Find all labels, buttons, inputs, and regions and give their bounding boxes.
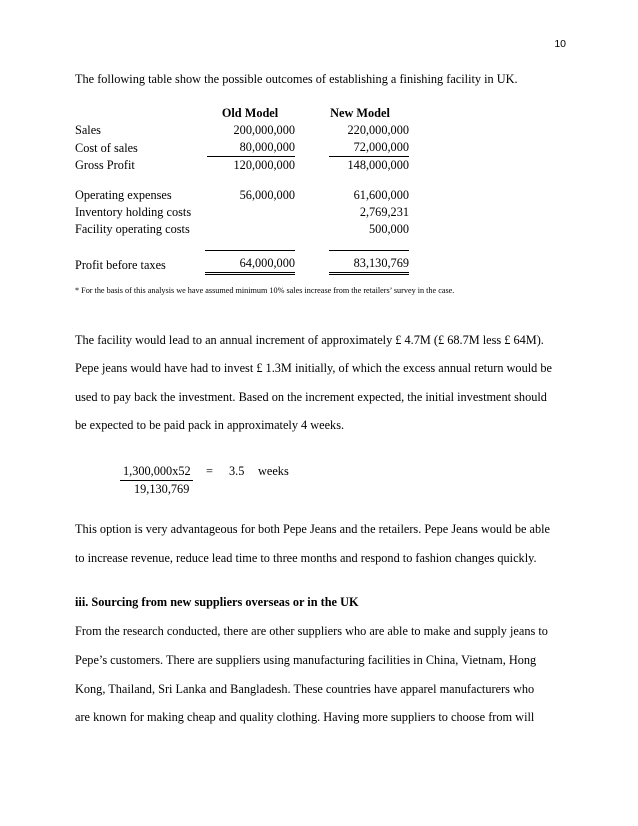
financial-table [75,105,409,275]
new-value: 148,000,000 [347,158,409,172]
old-value [205,221,311,238]
new-value: 83,130,769 [329,255,409,275]
paragraph-line: The facility would lead to an annual increment of approximately £ 4.7M (£ 68.7M less £ 64M). [75,333,544,347]
rule-new [329,242,409,251]
row-label: Profit before taxes [75,257,166,272]
row-label: Cost of sales [75,140,138,155]
table-row [75,255,409,275]
table-header-row [75,105,409,122]
paragraph-line: to increase revenue, reduce lead time to three months and respond to fashion changes quickly. [75,551,537,565]
subtotal-rule-row [75,238,409,255]
paragraph-line: Pepe jeans would have had to invest £ 1.3M initially, of which the excess annual return would be [75,361,552,375]
table-row [75,122,409,139]
table-header-blank [75,105,205,122]
old-value: 80,000,000 [207,139,295,157]
paragraph-line: Kong, Thailand, Sri Lanka and Bangladesh. These countries have apparel manufacturers who [75,682,535,696]
table-header-new: New Model [330,106,390,120]
table-row [75,221,409,238]
table-row [75,157,409,174]
old-value: 64,000,000 [205,255,295,275]
calc-equals: = [206,464,213,478]
new-value: 220,000,000 [347,123,409,137]
rule-old [205,242,295,251]
row-label: Operating expenses [75,188,172,202]
calc-denominator: 19,130,769 [134,482,190,496]
new-value: 72,000,000 [329,139,409,157]
paragraph-line: From the research conducted, there are other suppliers who are able to make and supply jeans to [75,624,548,638]
paragraph-line: used to pay back the investment. Based on the increment expected, the initial investment should [75,390,547,404]
new-value: 61,600,000 [353,188,409,202]
intro-text: The following table show the possible outcomes of establishing a finishing facility in UK. [75,72,518,86]
table-header-old: Old Model [221,106,279,120]
section-heading: iii. Sourcing from new suppliers overseas or in the UK [75,595,359,609]
calc-unit: weeks [258,464,289,478]
calc-result: 3.5 [229,464,245,478]
old-value: 56,000,000 [239,188,295,202]
old-value [205,204,311,221]
paragraph-line: This option is very advantageous for both Pepe Jeans and the retailers. Pepe Jeans would be able [75,522,551,536]
paragraph-line: be expected to be paid pack in approximately 4 weeks. [75,418,345,432]
table-row [75,139,409,157]
row-label: Facility operating costs [75,222,190,236]
paragraph-line: are known for making cheap and quality clothing. Having more suppliers to choose from will [75,710,535,724]
calc-numerator: 1,300,000x52 [120,464,193,481]
footnote: * For the basis of this analysis we have assumed minimum 10% sales increase from the retailers’ survey in the case. [75,286,455,295]
new-value: 2,769,231 [359,205,409,219]
row-label: Sales [75,123,101,137]
old-value: 120,000,000 [233,158,295,172]
new-value: 500,000 [369,222,409,236]
row-label: Gross Profit [75,158,135,172]
table-row [75,204,409,221]
old-value: 200,000,000 [233,123,295,137]
page-number: 10 [554,38,566,50]
paragraph-line: Pepe’s customers. There are suppliers using manufacturing facilities in China, Vietnam, Hong [75,653,537,667]
table-row [75,187,409,204]
row-label: Inventory holding costs [75,205,192,219]
